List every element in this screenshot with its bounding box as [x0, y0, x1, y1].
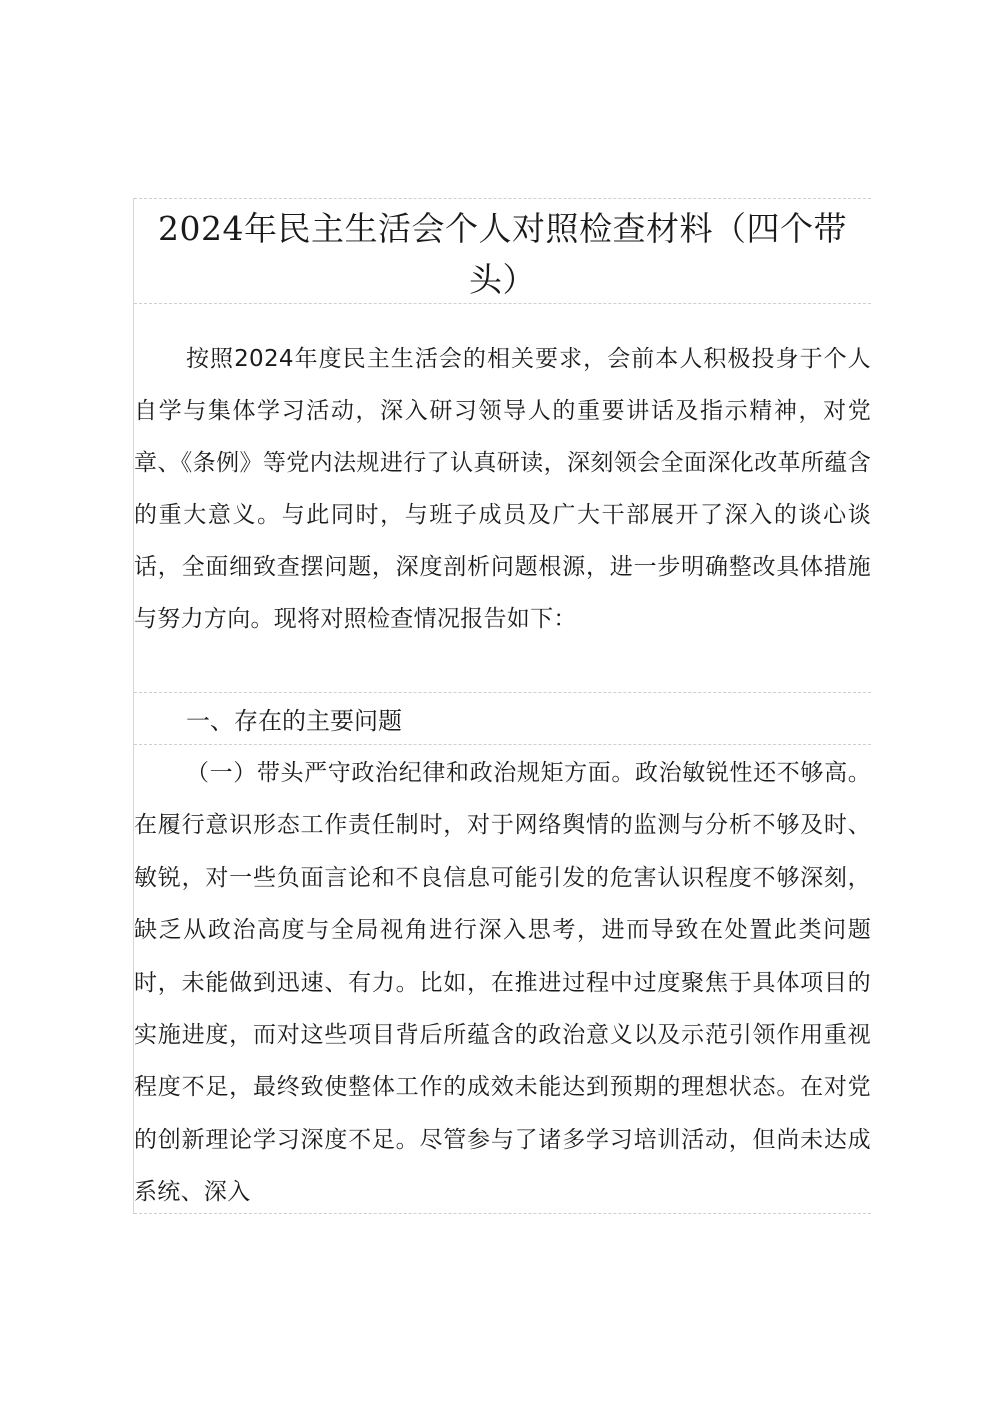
divider: [134, 303, 871, 304]
divider: [134, 692, 871, 693]
divider: [134, 744, 871, 745]
document-page: [133, 198, 871, 1214]
body-paragraph: （一）带头严守政治纪律和政治规矩方面。政治敏锐性还不够高。在履行意识形态工作责任制时，对于网络舆情的监测与分析不够及时、敏锐，对一些负面言论和不良信息可能引发的危害认识程度不够深刻，缺乏从政治高度与全局视角进行深入思考，进而导致在处置此类问题时，未能做到迅速、有力。比如，在推进过程中过度聚焦于具体项目的实施进度，而对这些项目背后所蕴含的政治意义以及示范引领作用重视程度不足，最终致使整体工作的成效未能达到预期的理想状态。在对党的创新理论学习深度不足。尽管参与了诸多学习培训活动，但尚未达成系统、深入: [134, 760, 871, 1206]
intro-paragraph: 按照2024年度民主生活会的相关要求，会前本人积极投身于个人自学与集体学习活动，深入研习领导人的重要讲话及指示精神，对党章、《条例》等党内法规进行了认真研读，深刻领会全面深化改革所蕴含的重大意义。与此同时，与班子成员及广大干部展开了深入的谈心谈话，全面细致查摆问题，深度剖析问题根源，进一步明确整改具体措施与努力方向。现将对照检查情况报告如下：: [134, 346, 871, 632]
divider: [134, 1213, 871, 1214]
document-title: 2024年民主生活会个人对照检查材料（四个带头）: [158, 209, 847, 299]
section-heading: 一、存在的主要问题: [186, 707, 402, 735]
divider: [134, 198, 871, 199]
